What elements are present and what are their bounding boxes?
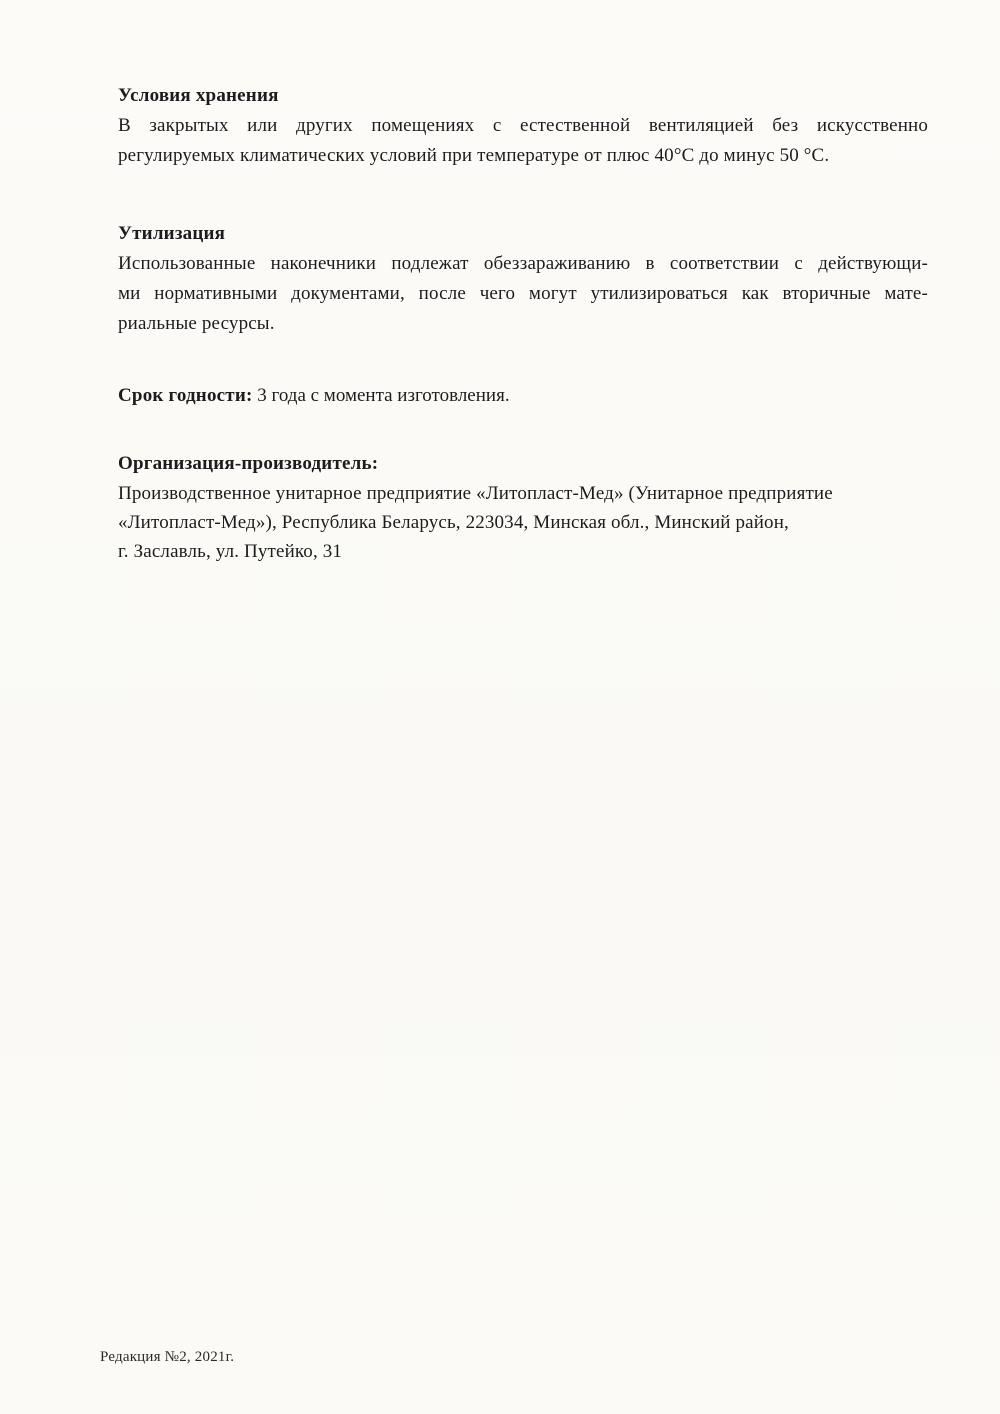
shelf-life-paragraph xyxy=(118,381,928,411)
storage-conditions-heading: Условия хранения xyxy=(118,85,279,106)
storage-conditions-line: регулируемых климатических условий при температуре от плюс 40°С до минус 50 °С. xyxy=(118,145,830,166)
section-manufacturer xyxy=(118,453,928,566)
disposal-line: Использованные наконечники подлежат обеззараживанию в соответствии с действующи- xyxy=(118,253,928,274)
shelf-life-value: 3 года с момента изготовления. xyxy=(252,385,510,406)
disposal-heading: Утилизация xyxy=(118,223,226,244)
revision-note: Редакция №2, 2021г. xyxy=(100,1349,235,1365)
section-storage-conditions xyxy=(118,85,928,171)
shelf-life-label: Срок годности: xyxy=(118,385,253,406)
disposal-line: ми нормативными документами, после чего могут утилизироваться как вторичные мате- xyxy=(118,283,928,304)
manufacturer-line: Производственное унитарное предприятие «Литопласт-Мед» (Унитарное предприятие xyxy=(118,483,833,504)
disposal-line: риальные ресурсы. xyxy=(118,313,275,334)
manufacturer-line: г. Заславль, ул. Путейко, 31 xyxy=(118,541,343,562)
section-disposal xyxy=(118,223,928,339)
manufacturer-line: «Литопласт-Мед»), Республика Беларусь, 223034, Минская обл., Минский район, xyxy=(118,512,789,533)
storage-conditions-line: В закрытых или других помещениях с естественной вентиляцией без искусственно xyxy=(118,115,928,136)
section-shelf-life xyxy=(118,381,928,411)
manufacturer-heading: Организация-производитель: xyxy=(118,453,379,474)
